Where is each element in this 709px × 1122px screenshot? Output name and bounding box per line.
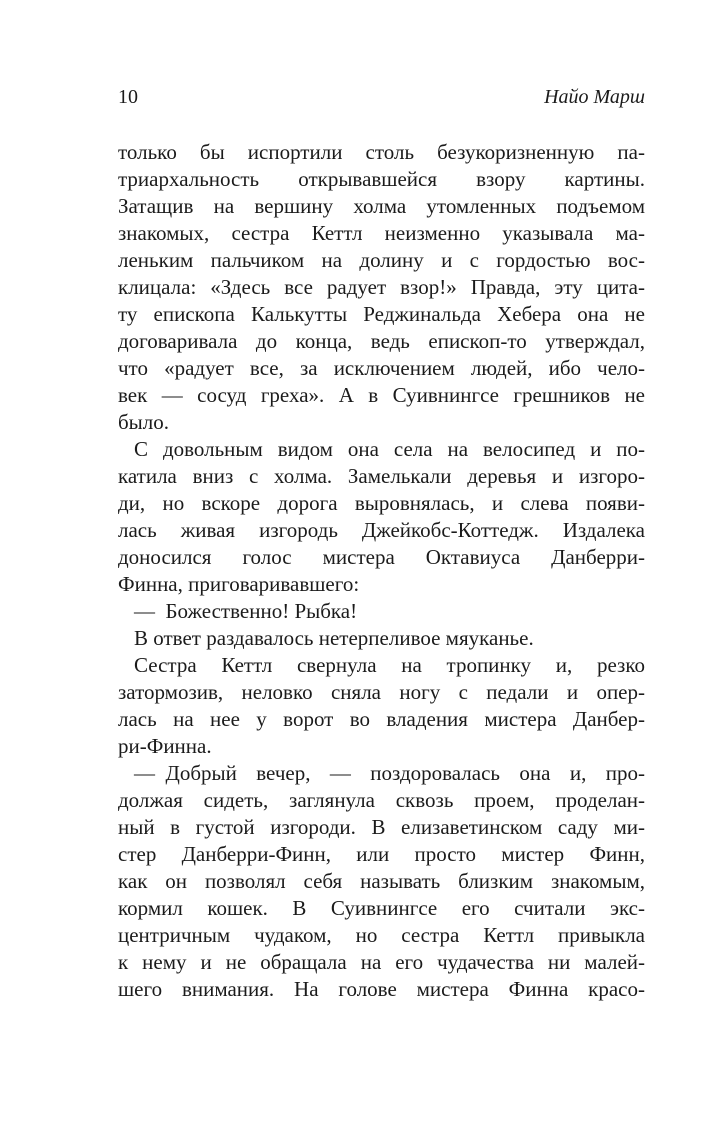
text-line: центричным чудаком, но сестра Кеттл привыкла xyxy=(118,923,645,947)
text-line: затормозив, неловко сняла ногу с педали и опер- xyxy=(118,680,645,704)
text-line: — Добрый вечер, — поздоровалась она и, про- xyxy=(134,761,645,785)
text-line: клицала: «Здесь все радует взор!» Правда, эту цита- xyxy=(118,275,645,299)
text-line: что «радует все, за исключением людей, ибо чело- xyxy=(118,356,645,380)
text-line: лась на нее у ворот во владения мистера Данбер- xyxy=(118,707,645,731)
text-line: ный в густой изгороди. В елизаветинском саду ми- xyxy=(118,815,645,839)
text-line: ди, но вскоре дорога выровнялась, и слева появи- xyxy=(118,491,645,515)
text-line: было. xyxy=(118,410,170,434)
text-line: шего внимания. На голове мистера Финна красо- xyxy=(118,977,645,1001)
text-line: кормил кошек. В Суивнингсе его считали экс- xyxy=(118,896,645,920)
text-line: стер Данберри-Финн, или просто мистер Финн, xyxy=(118,842,645,866)
body-text xyxy=(118,139,645,1003)
page-number: 10 xyxy=(118,86,138,108)
text-line: ри-Финна. xyxy=(118,734,212,758)
text-line: катила вниз с холма. Замелькали деревья и изгоро- xyxy=(118,464,645,488)
text-line: должая сидеть, заглянула сквозь проем, проделан- xyxy=(118,788,645,812)
text-line: леньким пальчиком на долину и с гордостью вос- xyxy=(118,248,645,272)
text-line: как он позволял себя называть близким знакомым, xyxy=(118,869,645,893)
text-line: С довольным видом она села на велосипед и по- xyxy=(134,437,645,461)
running-head-author: Найо Марш xyxy=(544,86,645,108)
text-line: лась живая изгородь Джейкобс-Коттедж. Издалека xyxy=(118,518,645,542)
text-line: — Божественно! Рыбка! xyxy=(134,599,358,623)
text-line: договаривала до конца, ведь епископ-то утверждал, xyxy=(118,329,645,353)
text-line: Сестра Кеттл свернула на тропинку и, резко xyxy=(134,653,645,677)
text-line: знакомых, сестра Кеттл неизменно указывала ма- xyxy=(118,221,645,245)
running-header xyxy=(118,86,645,108)
text-line: В ответ раздавалось нетерпеливое мяуканье. xyxy=(134,626,534,650)
text-line: к нему и не обращала на его чудачества ни малей- xyxy=(118,950,645,974)
text-line: век — сосуд греха». А в Суивнингсе грешников не xyxy=(118,383,645,407)
text-line: Финна, приговаривавшего: xyxy=(118,572,360,596)
text-line: доносился голос мистера Октавиуса Данберри- xyxy=(118,545,645,569)
text-line: триархальность открывавшейся взору картины. xyxy=(118,167,645,191)
text-line: ту епископа Калькутты Реджинальда Хебера она не xyxy=(118,302,645,326)
text-line: Затащив на вершину холма утомленных подъемом xyxy=(118,194,645,218)
text-line: только бы испортили столь безукоризненную па- xyxy=(118,140,645,164)
